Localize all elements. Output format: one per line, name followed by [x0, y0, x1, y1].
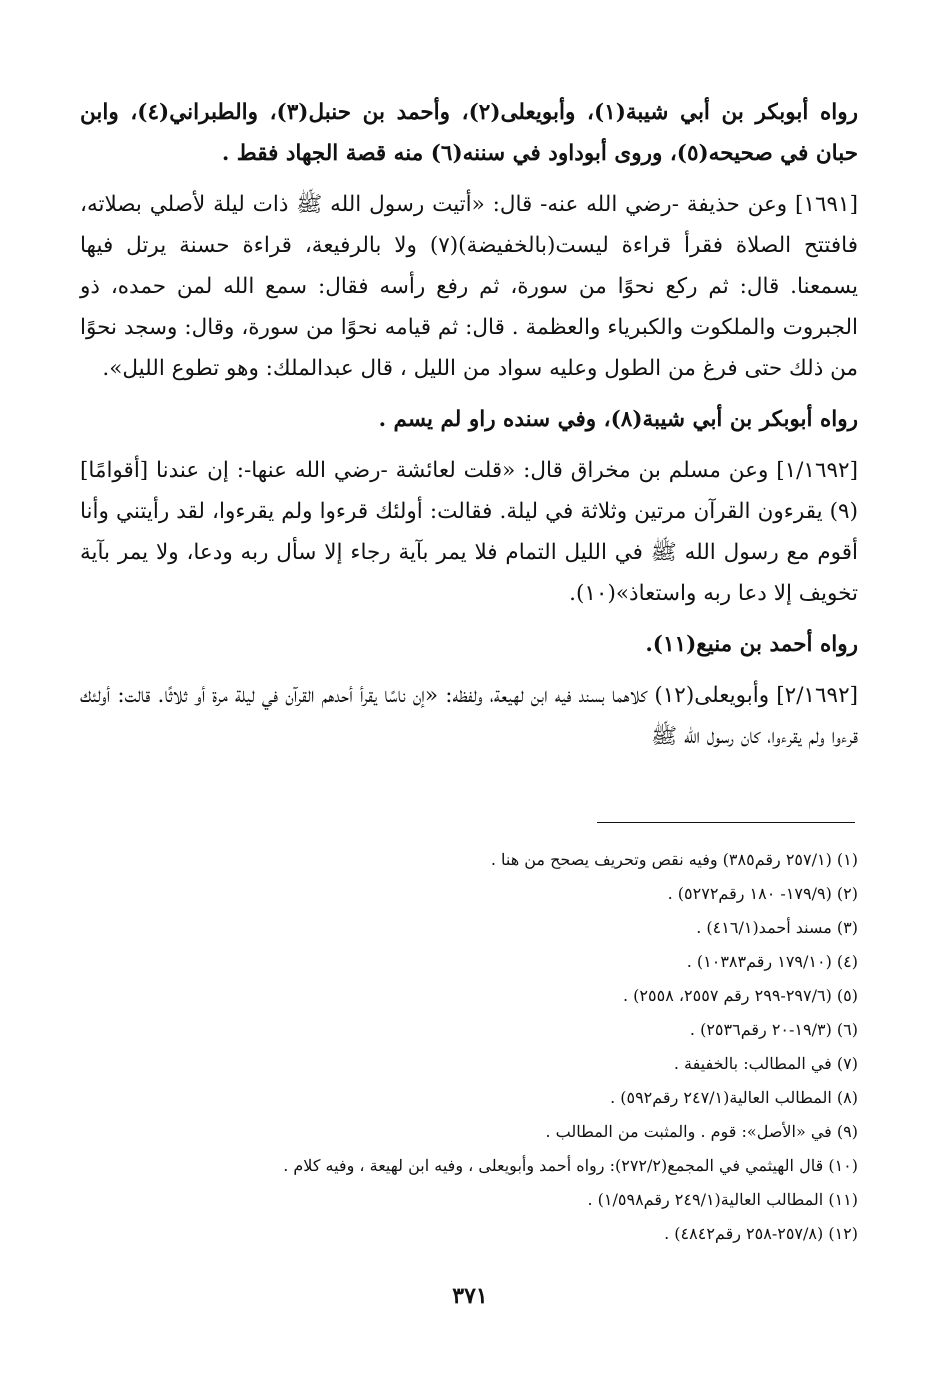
- footnote-item: (١٢) (٢٥٧/٨-٢٥٨ رقم٤٨٤٢) .: [664, 1224, 858, 1243]
- footnote-item: (٦) (١٩/٣-٢٠ رقم٢٥٣٦) .: [689, 1020, 858, 1039]
- footnote-item: (٥) (٢٩٧/٦-٢٩٩ رقم ٢٥٥٧، ٢٥٥٨) .: [623, 986, 858, 1005]
- footnote-divider: [597, 822, 855, 823]
- paragraph-hadith-1692-2: [٢/١٦٩٢] وأبويعلى(١٢) كلاهما بسند فيه ابن لهيعة، ولفظه: «إن ناسًا يقرأ أحدهم القرآن في ليلة مرة أو ثلاثًا. قالت: أولئك قرءوا ولم يقرءوا، كان رسول الله ﷺ: [80, 683, 859, 749]
- main-text: [80, 92, 858, 767]
- footnote-item: (٧) في المطالب: بالخفيفة .: [673, 1054, 858, 1073]
- footnote-item: (٩) في «الأصل»: قوم . والمثبت من المطالب .: [545, 1122, 858, 1141]
- footnote-item: (١) (٢٥٧/١ رقم٣٨٥) وفيه نقص وتحريف يصحح من هنا .: [490, 850, 858, 869]
- paragraph-hadith-1692-1: [١/١٦٩٢] وعن مسلم بن مخراق قال: «قلت لعائشة -رضي الله عنها-: إن عندنا [أقوامًا](٩) يقرءون القرآن مرتين وثلاثة في ليلة. فقالت: أولئك قرءوا ولم يقرءوا، لقد رأيتني وأنا أقوم مع رسول الله ﷺ في الليل التمام فلا يمر بآية رجاء إلا سأل ربه ودعا، ولا يمر بآية تخويف إلا دعا ربه واستعاذ»(١٠).: [80, 458, 858, 606]
- footnote-item: (٤) (١٧٩/١٠ رقم١٠٣٨٣) .: [686, 952, 858, 971]
- page-number: ٣٧١: [452, 1283, 488, 1309]
- paragraph-attribution-1: رواه أبوبكر بن أبي شيبة(١)، وأبويعلى(٢)، وأحمد بن حنبل(٣)، والطبراني(٤)، وابن حبان في صحيحه(٥)، وروى أبوداود في سننه(٦) منه قصة الجهاد فقط .: [80, 100, 858, 166]
- paragraph-attribution-3: رواه أحمد بن منيع(١١).: [645, 632, 858, 657]
- footnote-item: (٣) مسند أحمد(٤١٦/١) .: [696, 918, 858, 937]
- footnote-item: (٨) المطالب العالية(٢٤٧/١ رقم٥٩٢) .: [610, 1088, 858, 1107]
- footnote-item: (١١) المطالب العالية(٢٤٩/١ رقم١/٥٩٨) .: [587, 1190, 858, 1209]
- paragraph-hadith-1691: [١٦٩١] وعن حذيفة -رضي الله عنه- قال: «أتيت رسول الله ﷺ ذات ليلة لأصلي بصلاته، فافتتح الصلاة فقرأ قراءة ليست(بالخفيضة)(٧) ولا بالرفيعة، قراءة حسنة يرتل فيها يسمعنا. قال: ثم ركع نحوًا من سورة، ثم رفع رأسه فقال: سمع الله لمن حمده، ذو الجبروت والملكوت والكبرياء والعظمة . قال: ثم قيامه نحوًا من سورة، وقال: وسجد نحوًا من ذلك حتى فرغ من الطول وعليه سواد من الليل ، قال عبدالملك: وهو تطوع الليل».: [80, 192, 858, 381]
- footnote-item: (١٠) قال الهيثمي في المجمع(٢٧٢/٢): رواه أحمد وأبويعلى ، وفيه ابن لهيعة ، وفيه كلام .: [283, 1156, 858, 1175]
- paragraph-attribution-2: رواه أبوبكر بن أبي شيبة(٨)، وفي سنده راو لم يسم .: [378, 407, 858, 432]
- footnote-item: (٢) (١٧٩/٩- ١٨٠ رقم٥٢٧٢) .: [667, 884, 858, 903]
- footnotes-list: [80, 843, 858, 1251]
